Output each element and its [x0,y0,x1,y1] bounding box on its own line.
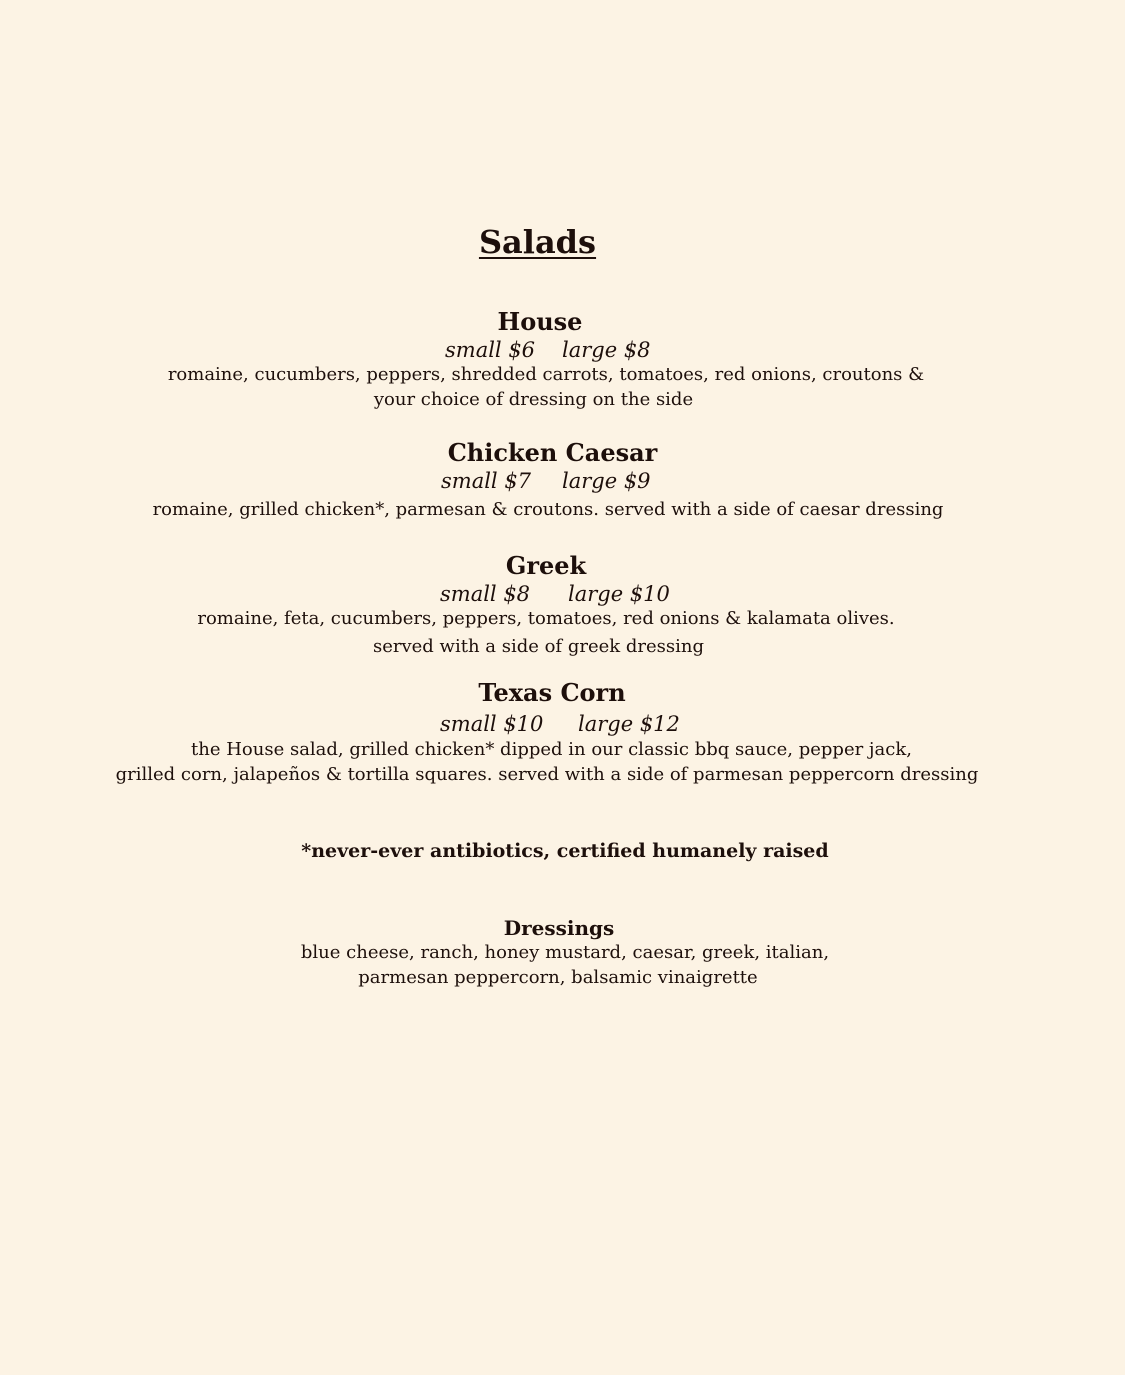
item-name-greek: Greek [505,551,587,580]
page-title: Salads [478,223,597,261]
description-house-line-1: romaine, cucumbers, peppers, shredded carrots, tomatoes, red onions, croutons & [167,364,925,385]
item-name-chicken-caesar: Chicken Caesar [447,438,658,467]
description-house-line-2: your choice of dressing on the side [373,389,694,410]
item-name-house: House [497,307,583,336]
dressings-title: Dressings [503,916,615,940]
large-price-greek: large $10 [568,582,670,606]
small-price-texas-corn: small $10 [440,712,544,736]
description-texas-corn-line-2: grilled corn, jalapeños & tortilla squares. served with a side of parmesan peppercorn dressing [115,764,979,785]
footnote: *never-ever antibiotics, certified humanely raised [301,840,829,862]
dressings-line-2: parmesan peppercorn, balsamic vinaigrette [358,967,758,988]
description-chicken-caesar-line-1: romaine, grilled chicken*, parmesan & croutons. served with a side of caesar dressing [152,499,944,520]
item-name-texas-corn: Texas Corn [478,678,626,707]
description-texas-corn-line-1: the House salad, grilled chicken* dipped in our classic bbq sauce, pepper jack, [191,739,912,760]
small-price-house: small $6 [445,338,536,362]
small-price-greek: small $8 [440,582,531,606]
large-price-chicken-caesar: large $9 [562,469,651,493]
large-price-texas-corn: large $12 [578,712,680,736]
dressings-line-1: blue cheese, ranch, honey mustard, caesar, greek, italian, [300,942,830,963]
description-greek-line-2: served with a side of greek dressing [372,636,705,657]
large-price-house: large $8 [562,338,651,362]
small-price-chicken-caesar: small $7 [441,469,532,493]
description-greek-line-1: romaine, feta, cucumbers, peppers, tomatoes, red onions & kalamata olives. [197,608,895,629]
